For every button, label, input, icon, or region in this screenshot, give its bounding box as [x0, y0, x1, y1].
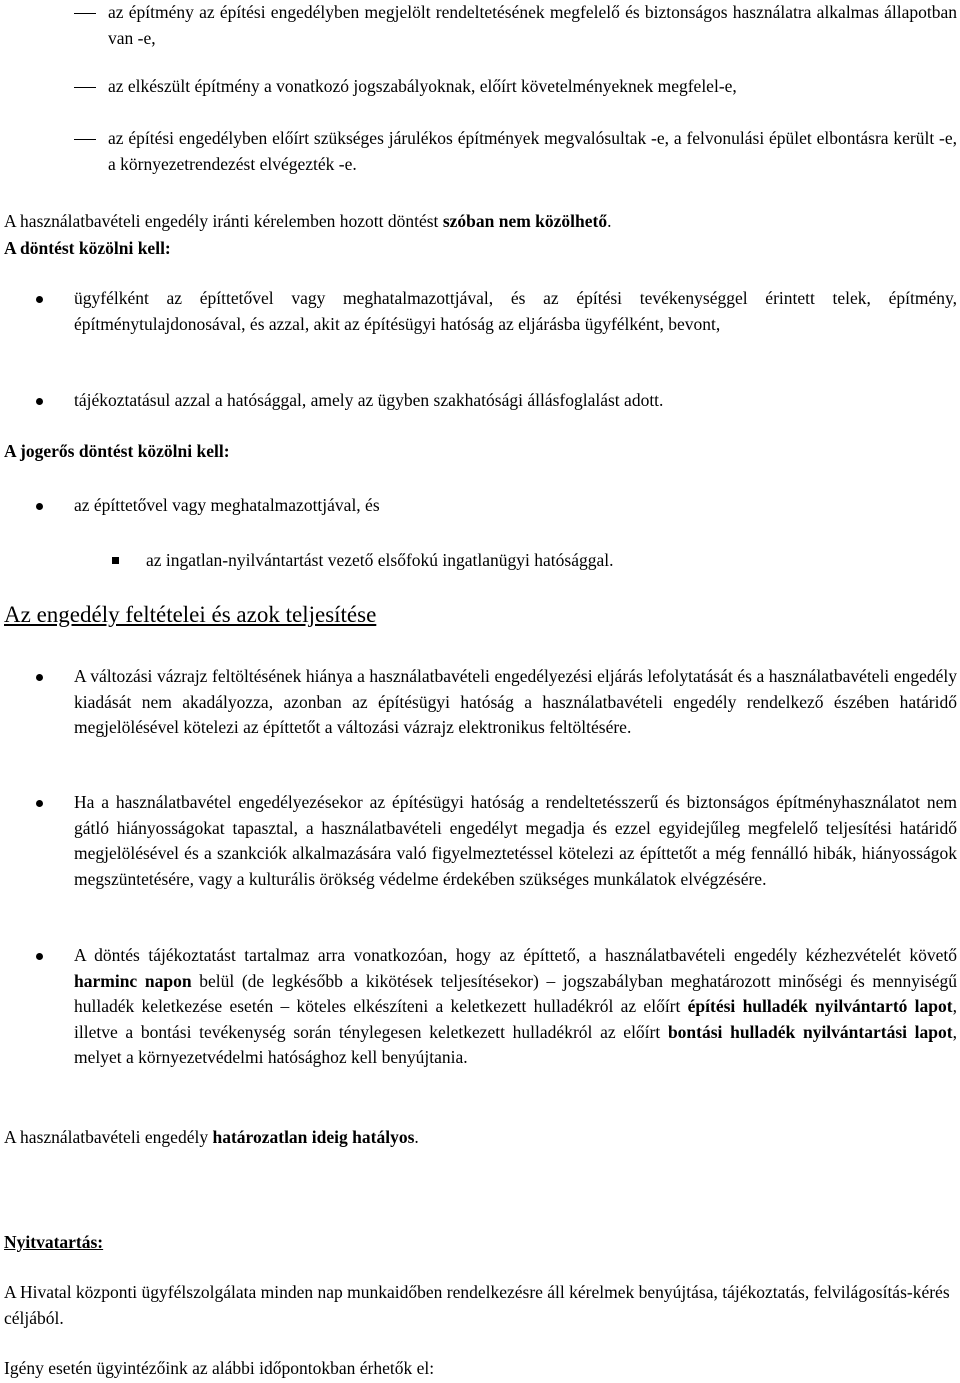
hours-text: A Hivatal központi ügyfélszolgálata minden nap munkaidőben rendelkezésre áll kérelmek benyújtása, tájékoztatás, felvilágosítás-kérés céljából.: [4, 1282, 950, 1328]
dash-marker: [74, 139, 96, 140]
bullet-marker: [36, 296, 43, 303]
list-item: az építmény az építési engedélyben megjelölt rendeltetésének megfelelő és biztonságos használatra alkalmas állapotban van -e,: [108, 2, 957, 48]
hours-heading: Nyitvatartás:: [4, 1232, 104, 1252]
bullet-marker: [36, 503, 43, 510]
dash-marker: [74, 87, 96, 88]
dash-marker: [74, 13, 96, 14]
list-item: tájékoztatásul azzal a hatósággal, amely az ügyben szakhatósági állásfoglalást adott.: [74, 390, 664, 410]
bullet-marker: [36, 398, 43, 405]
hours-note: Igény esetén ügyintézőink az alábbi időpontokban érhetők el:: [4, 1358, 435, 1378]
list-item: ügyfélként az építtetővel vagy meghatalmazottjával, és az építési tevékenységgel érintett telek, építmény, építménytulajdonosával, és azzal, akit az építésügyi hatóság az eljárásba ügyfélként, bevont,: [74, 288, 957, 334]
list-subitem: az ingatlan-nyilvántartást vezető elsőfokú ingatlanügyi hatósággal.: [146, 550, 614, 570]
condition-item: A változási vázrajz feltöltésének hiánya a használatbavételi engedélyezési eljárás lefolytatását és a használatbavételi engedély kiadását nem akadályozza, azonban az építésügyi hatóság a használatbavételi engedély rendelkező észében határidő megjelölésével kötelezi az építtetőt a változási vázrajz elektronikus feltöltésére.: [74, 666, 957, 737]
bullet-marker: [36, 674, 43, 681]
list-item: az elkészült építmény a vonatkozó jogszabályoknak, előírt követelményeknek megfelel-e,: [108, 76, 737, 96]
condition-item: Ha a használatbavétel engedélyezésekor az építésügyi hatóság a rendeltetésszerű és biztonságos építményhasználatot nem gátló hiányosságokat tapasztal, a használatbavételi engedélyt megadja és ezzel egyidejűleg megfelelő teljesítési határidő megjelölésével és a szankciók alkalmazására való figyelmeztetéssel kötelezi az építtetőt a még fennálló hibák, hiányosságok megszüntetésére, vagy a kulturális örökség védelme érdekében szükséges munkálatok elvégzésére.: [74, 792, 957, 889]
section-title: Az engedély feltételei és azok teljesítése: [4, 602, 377, 627]
square-bullet-marker: [112, 557, 119, 564]
bullet-marker: [36, 800, 43, 807]
bullet-marker: [36, 953, 43, 960]
notify-heading: A döntést közölni kell:: [4, 238, 171, 258]
list-item: az építtetővel vagy meghatalmazottjával, és: [74, 495, 380, 515]
condition-item: A döntés tájékoztatást tartalmaz arra vonatkozóan, hogy az építtető, a használatbavételi engedély kézhezvételét követő harminc napon belül (de legkésőbb a kikötések teljesítésekor) – jogszabályban meghatározott minőségi és mennyiségű hulladék keletkezése esetén – köteles elkészíteni a keletkezett hulladékról az előírt építési hulladék nyilvántartó lapot, illetve a bontási tevékenység során ténylegesen keletkezett hulladékról az előírt bontási hulladék nyilvántartási lapot, melyet a környezetvédelmi hatósághoz kell benyújtania.: [74, 945, 957, 1067]
final-heading: A jogerős döntést közölni kell:: [4, 441, 230, 461]
list-item: az építési engedélyben előírt szükséges járulékos építmények megvalósultak -e, a felvonulási épület elbontásra került -e, a környezetrendezést elvégezték -e.: [108, 128, 957, 174]
decision-notice: A használatbavételi engedély iránti kérelemben hozott döntést szóban nem közölhető.: [4, 211, 612, 231]
validity-statement: A használatbavételi engedély határozatlan ideig hatályos.: [4, 1127, 419, 1147]
